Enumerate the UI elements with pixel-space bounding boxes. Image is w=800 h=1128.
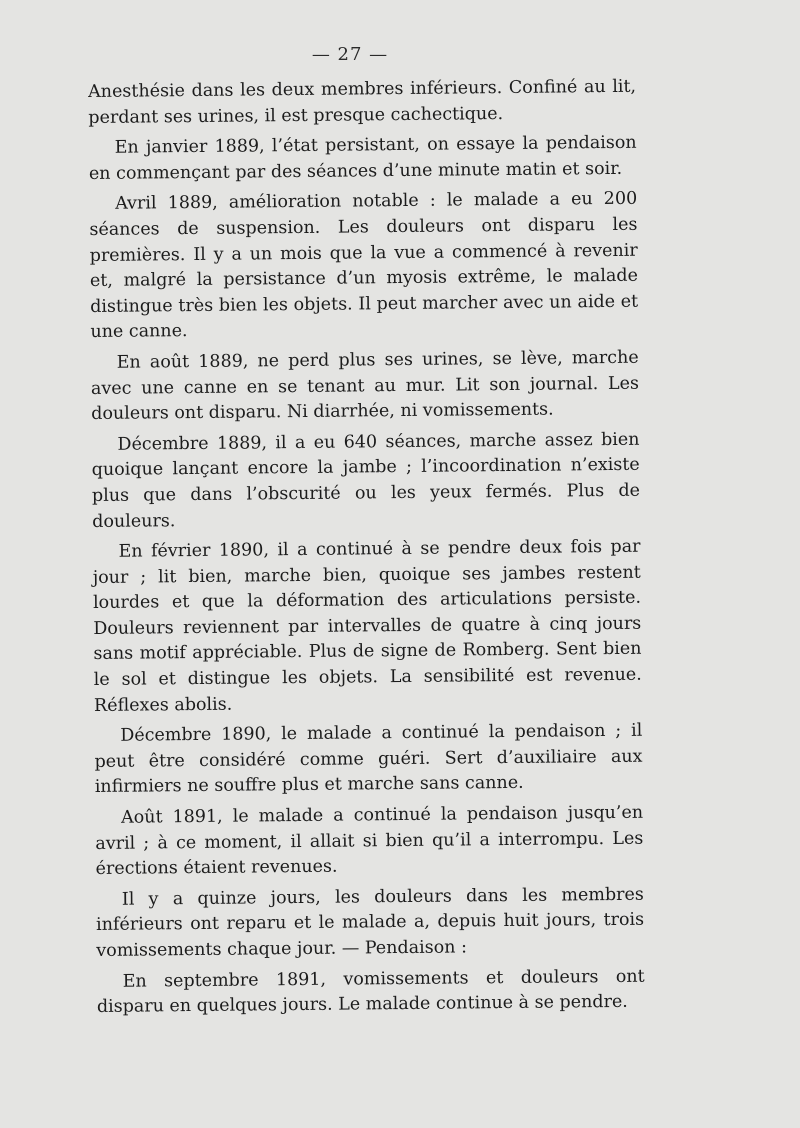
- paragraph: En septembre 1891, vomissements et douleurs ont disparu en quelques jours. Le malade continue à se pendre.: [96, 966, 645, 1018]
- paragraph: Il y a quinze jours, les douleurs dans les membres inférieurs ont reparu et le malade a, depuis huit jours, trois vomissements chaque jour. — Pendaison :: [96, 884, 645, 961]
- paragraph: Décembre 1890, le malade a continué la pendaison ; il peut être considéré comme guéri. Sert d’auxiliaire aux infirmiers ne souffre plus et marche sans canne.: [94, 720, 643, 798]
- paragraph: Anesthésie dans les deux membres inférieurs. Confiné au lit, perdant ses urines, il est presque cachectique.: [88, 76, 637, 128]
- paragraph: Août 1891, le malade a continué la pendaison jusqu’en avril ; à ce moment, il allait si bien qu’il a interrompu. Les érections étaient revenues.: [95, 802, 644, 880]
- page-number: — 27 —: [311, 44, 389, 65]
- paragraph: En août 1889, ne perd plus ses urines, se lève, marche avec une canne en se tenant au mur. Lit son journal. Les douleurs ont disparu. Ni diarrhée, ni vomissements.: [90, 347, 640, 425]
- body-text: [88, 75, 645, 1026]
- paragraph: En février 1890, il a continué à se pendre deux fois par jour ; lit bien, marche bien, quoique ses jambes restent lourdes et que la déformation des articulations persiste. Douleurs reviennent par intervalles de quatre à cinq jours sans motif appréciable. Plus de signe de Romberg. Sent bien le sol et distingue les objets. La sensibilité est revenue. Réflexes abolis.: [92, 536, 642, 716]
- paragraph: Décembre 1889, il a eu 640 séances, marche assez bien quoique lançant encore la jambe ; l’incoordination n’existe plus que dans l’obscurité ou les yeux fermés. Plus de douleurs.: [91, 429, 641, 532]
- paragraph: En janvier 1889, l’état persistant, on essaye la pendaison en commençant par des séances d’une minute matin et soir.: [88, 132, 637, 184]
- paragraph: Avril 1889, amélioration notable : le malade a eu 200 séances de suspension. Les douleurs ont disparu les premières. Il y a un mois que la vue a commencé à revenir et, malgré la persistance d’un myosis extrême, le malade distingue très bien les objets. Il peut marcher avec un aide et une canne.: [89, 189, 639, 343]
